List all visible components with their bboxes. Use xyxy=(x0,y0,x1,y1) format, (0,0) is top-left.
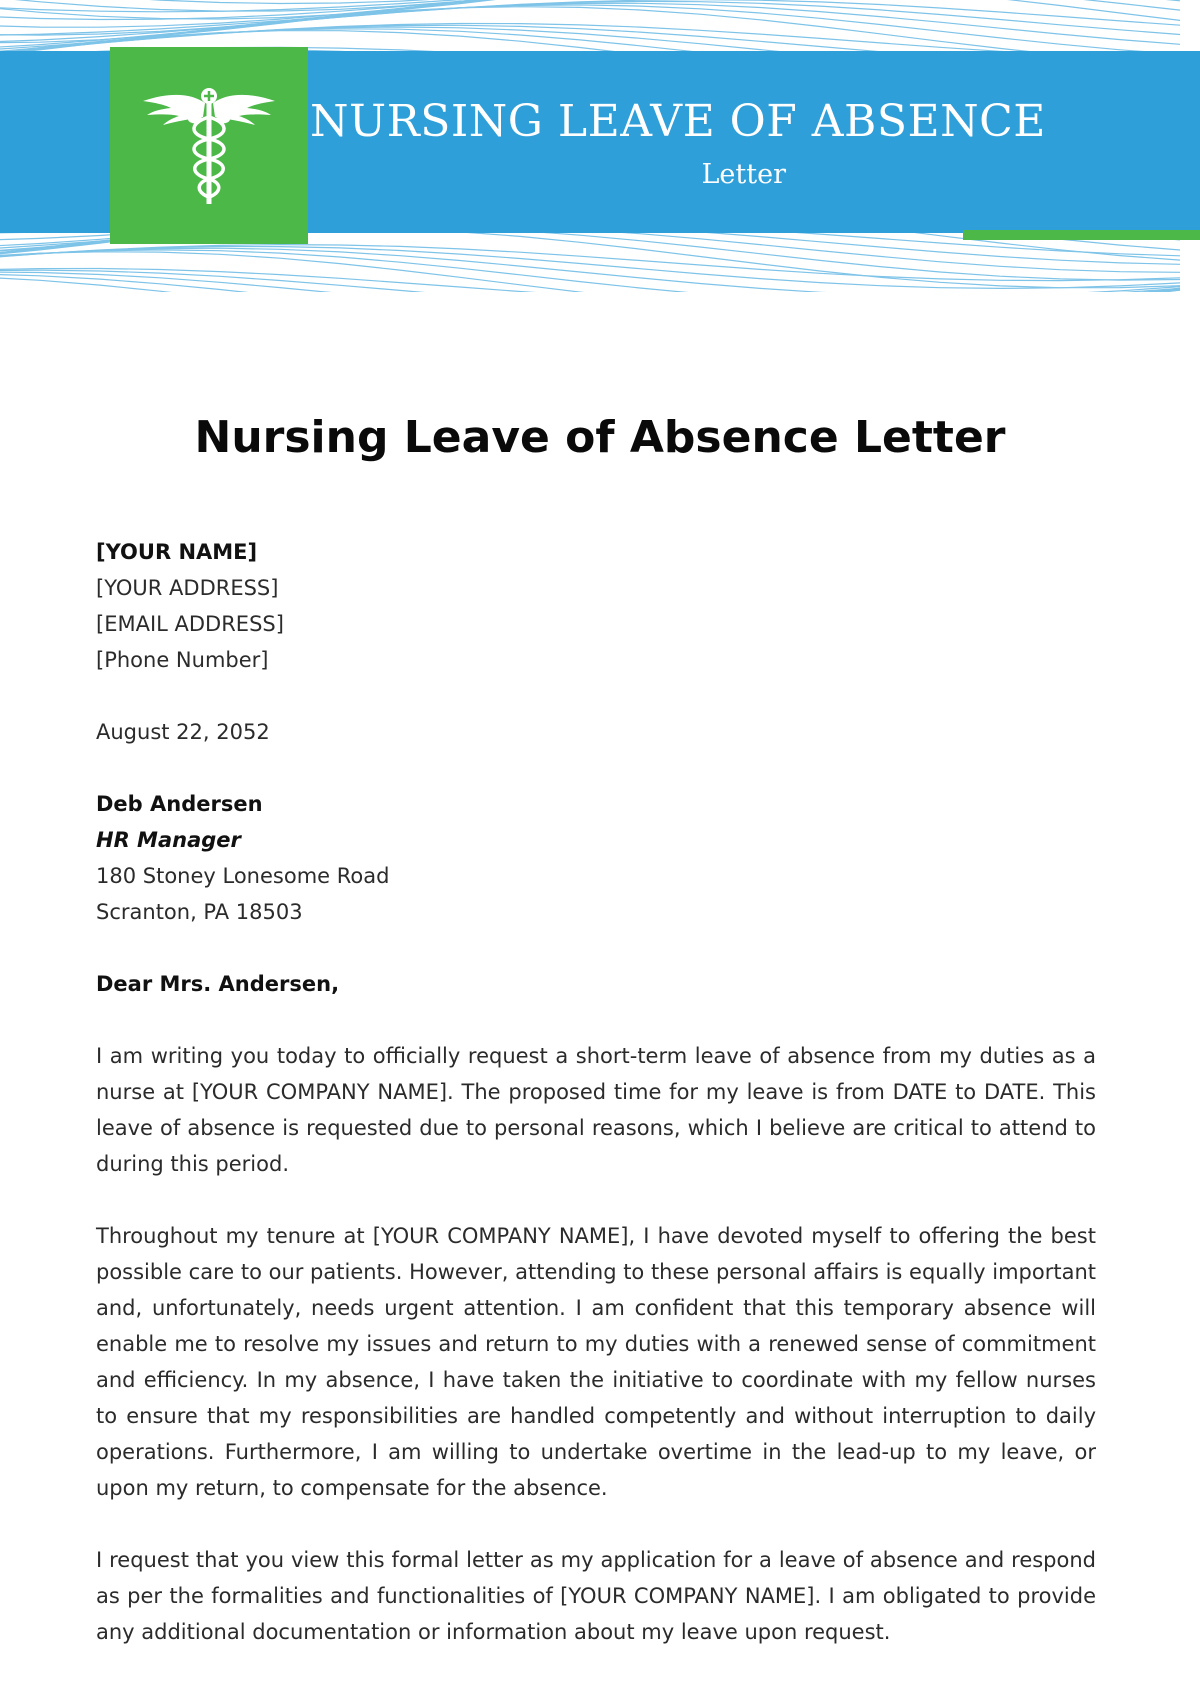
sender-phone: [Phone Number] xyxy=(96,648,269,672)
banner-title: NURSING LEAVE OF ABSENCE xyxy=(310,96,1046,147)
sender-email: [EMAIL ADDRESS] xyxy=(96,612,284,636)
recipient-name: Deb Andersen xyxy=(96,792,263,816)
sender-name: [YOUR NAME] xyxy=(96,540,258,564)
banner-subtitle: Letter xyxy=(701,159,786,190)
recipient-title: HR Manager xyxy=(96,828,241,852)
pattern-line xyxy=(0,0,1180,27)
body-paragraph: I request that you view this formal letter as my application for a leave of absence and respond as per the formalities and functionalities of [YOUR COMPANY NAME]. I am obligated to provide any additional documentation or information about my leave upon request. xyxy=(96,1548,1096,1644)
body-paragraph: I am writing you today to officially request a short-term leave of absence from my duties as a nurse at [YOUR COMPANY NAME]. The proposed time for my leave is from DATE to DATE. This leave of absence is requested due to personal reasons, which I believe are critical to attend to during this period. xyxy=(96,1044,1096,1176)
accent-bar xyxy=(963,230,1200,240)
salutation-block xyxy=(96,966,1096,1002)
pattern-line xyxy=(0,272,1180,292)
sender-address: [YOUR ADDRESS] xyxy=(96,576,279,600)
letter-body xyxy=(96,534,1096,1686)
sender-block xyxy=(96,534,1096,678)
document-title: Nursing Leave of Absence Letter xyxy=(194,412,1006,463)
recipient-city: Scranton, PA 18503 xyxy=(96,900,303,924)
caduceus-icon xyxy=(139,83,279,208)
recipient-block xyxy=(96,786,1096,930)
salutation: Dear Mrs. Andersen, xyxy=(96,972,340,996)
letter-date: August 22, 2052 xyxy=(96,720,270,744)
date-block xyxy=(96,714,1096,750)
body-paragraph: Throughout my tenure at [YOUR COMPANY NAME], I have devoted myself to offering the best possible care to our patients. However, attending to these personal affairs is equally important and, unfortunately, needs urgent attention. I am confident that this temporary absence will enable me to resolve my issues and return to my duties with a renewed sense of commitment and efficiency. In my absence, I have taken the initiative to coordinate with my fellow nurses to ensure that my responsibilities are handled competently and without interruption to daily operations. Furthermore, I am willing to undertake overtime in the lead-up to my leave, or upon my return, to compensate for the absence. xyxy=(96,1224,1097,1500)
logo-box xyxy=(110,47,308,244)
header-banner xyxy=(0,0,1200,292)
recipient-street: 180 Stoney Lonesome Road xyxy=(96,864,390,888)
